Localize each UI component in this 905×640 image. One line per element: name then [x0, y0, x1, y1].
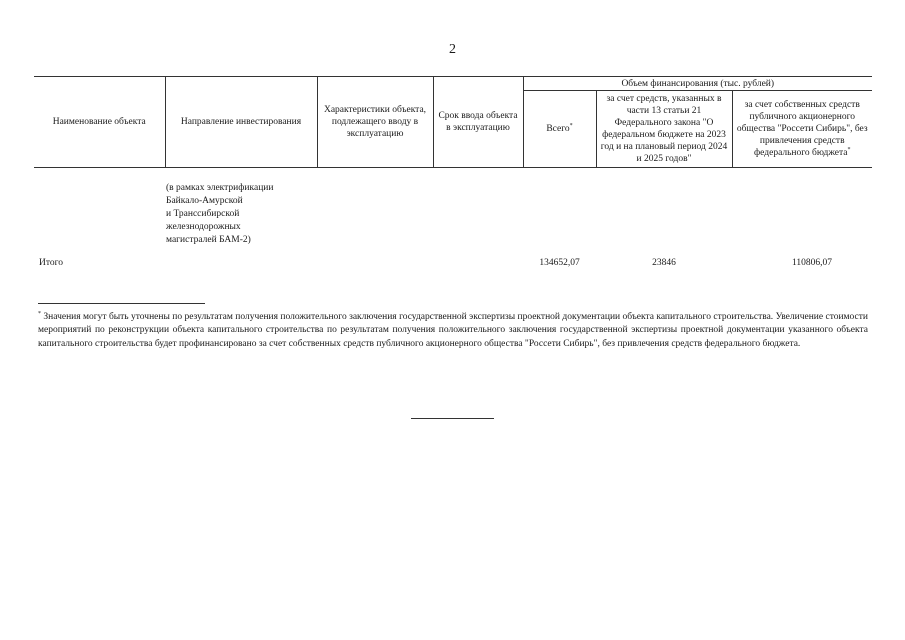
end-of-document-line: [411, 418, 494, 419]
table-row: [34, 168, 872, 249]
header-object-name: Наименование объекта: [34, 77, 165, 168]
header-commissioning-term: Срок ввода объекта в эксплуатацию: [433, 77, 523, 168]
header-total: [523, 91, 596, 168]
table-header-row: [34, 77, 872, 91]
header-own-funds-footnote-mark: *: [847, 146, 851, 153]
header-federal-funds: за счет средств, указанных в части 13 статьи 21 Федерального закона "О федеральном бюджете на 2023 год и на плановый период 2024 и 2025 годов": [596, 91, 732, 168]
header-funding-volume: Объем финансирования (тыс. рублей): [523, 77, 872, 91]
total-row-federal: 23846: [652, 258, 676, 268]
table-total-row: [34, 248, 872, 270]
total-row-own: 110806,07: [791, 258, 832, 268]
page-number: 2: [449, 42, 456, 57]
header-total-footnote-mark: *: [569, 122, 573, 129]
cell-object-name: [34, 168, 165, 249]
total-row-sum: 134652,07: [539, 258, 580, 268]
header-own-funds: [732, 91, 872, 168]
financing-table: [34, 76, 872, 270]
header-characteristics: Характеристики объекта, подлежащего вводу в эксплуатацию: [317, 77, 433, 168]
footnote-text: Значения могут быть уточнены по результатам получения положительного заключения государственной экспертизы проектной документации объекта капитального строительства. Увеличение стоимости мероприятий по реконструкции объекта капитального строительства по результатам получения положительного заключения государственной экспертизы проектной документации указанного объекта капитального строительства будет профинансировано за счет собственных средств публичного акционерного общества "Россети Сибирь", без привлечения средств федерального бюджета.: [38, 312, 868, 349]
header-own-funds-label: за счет собственных средств публичного акционерного общества "Россети Сибирь", без привлечения средств федерального бюджета: [736, 100, 868, 158]
investment-direction-text: (в рамках электрификации Байкало-Амурской и Транссибирской железнодорожных магистралей БАМ-2): [166, 183, 274, 245]
footnote-mark: *: [38, 310, 41, 317]
footnote-divider: [38, 303, 205, 304]
total-row-label: Итого: [39, 258, 64, 268]
header-investment-direction: Направление инвестирования: [165, 77, 317, 168]
cell-investment-direction: [165, 168, 317, 249]
footnote: [38, 311, 868, 351]
header-total-label: Всего: [546, 124, 570, 134]
